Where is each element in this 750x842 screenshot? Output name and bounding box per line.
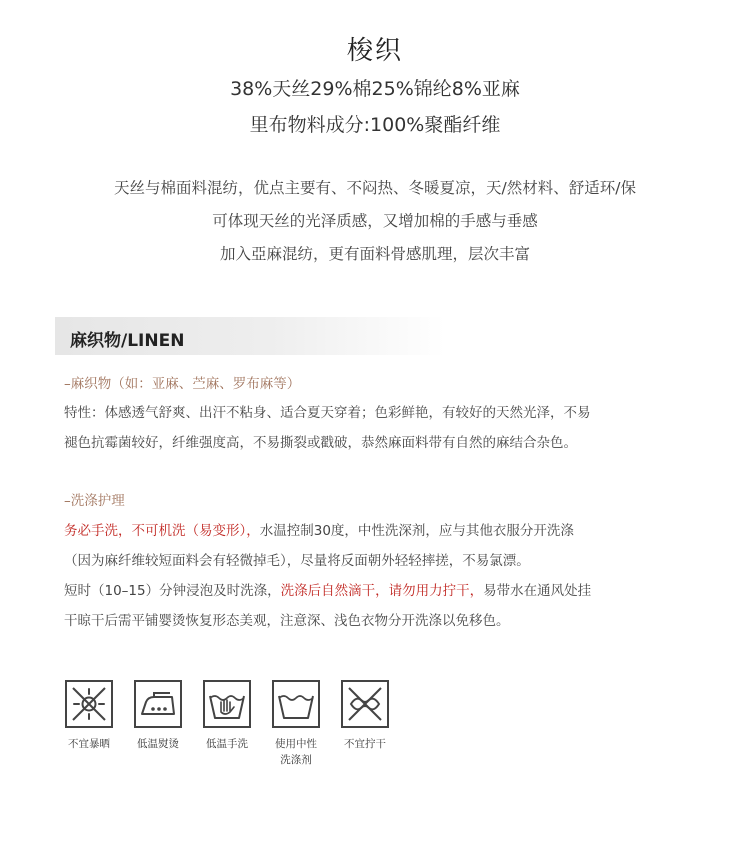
wash-warning: 洗涤后自然滴干，请勿用力拧干， [280,583,484,599]
care-item-low-iron [123,680,193,752]
care-item-neutral-detergent [261,680,331,768]
care-label: 低温熨烫 [137,738,179,750]
features-text: 褪色抗霉菌较好，纤维强度高，不易撕裂或戳破，恭然麻面料带有自然的麻结合杂色。 [64,435,577,451]
intro-line: 加入亞麻混纺，更有面料骨感肌理，层次丰富 [219,245,530,263]
wash-text: （因为麻纤维较短面料会有轻微掉毛），尽量将反面朝外轻轻摔搓，不易氯漂。 [64,553,530,569]
hand-wash-icon [203,680,251,728]
no-wring-icon [341,680,389,728]
neutral-detergent-icon [272,680,320,728]
intro-line: 可体现天丝的光泽质感，又增加棉的手感与垂感 [212,212,538,230]
fabric-composition: 38%天丝29%棉25%锦纶8%亚麻 [230,78,520,100]
lining-composition: 里布物料成分:100%聚酯纤维 [249,114,501,136]
care-label: 低温手洗 [206,738,248,750]
wash-heading: –洗涤护理 [64,493,125,509]
wash-instructions: 短时（10–15）分钟浸泡及时洗涤， [64,583,281,599]
wash-text: 干晾干后需平铺婴烫恢复形态美观，注意深、浅色衣物分开洗涤以免移色。 [64,613,510,629]
care-label: 使用中性 洗涤剂 [275,738,317,766]
wash-text [64,579,591,599]
care-label: 不宜暴晒 [68,738,110,750]
page-title: 梭织 [346,36,403,66]
care-item-no-wring [330,680,400,752]
no-sun-icon [65,680,113,728]
wash-instructions: 水温控制30度，中性洗深剂，应与其他衣服分开洗涤 [259,523,574,539]
wash-text [64,519,574,539]
low-iron-icon [134,680,182,728]
types-heading: –麻织物（如：亚麻、苎麻、罗布麻等） [64,376,301,392]
wash-instructions: 易带水在通风处挂 [483,583,592,599]
care-item-no-sun [54,680,124,752]
intro-line: 天丝与棉面料混纺，优点主要有、不闷热、冬暖夏凉，天/然材料、舒适环/保 [114,179,636,197]
care-label: 不宜拧干 [344,738,386,750]
section-title: 麻织物/LINEN [70,331,185,351]
wash-warning: 务必手洗，不可机洗（易变形）， [64,523,260,539]
features-text: 特性：体感透气舒爽、出汗不粘身、适合夏天穿着；色彩鲜艳，有较好的天然光泽，不易 [64,405,591,421]
care-item-hand-wash [192,680,262,752]
